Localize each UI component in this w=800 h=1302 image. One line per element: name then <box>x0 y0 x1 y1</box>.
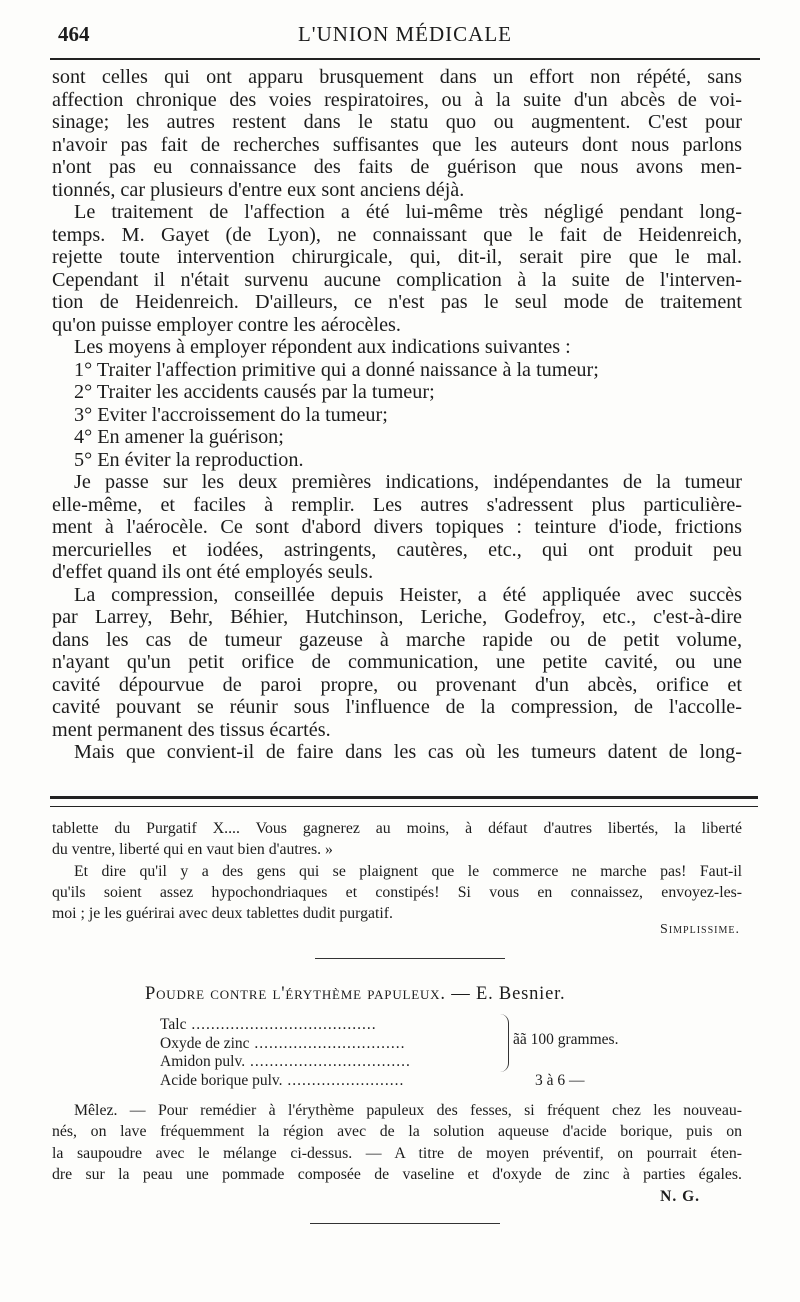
ingredient-leader: ...................................... <box>186 1016 377 1033</box>
body-line: Le traitement de l'affection a été lui-même très négligé pendant long- <box>74 201 742 223</box>
section-double-rule <box>50 796 758 807</box>
header-rule <box>50 58 760 60</box>
body-line: Cependant il n'était survenu aucune complication à la suite de l'interven- <box>52 268 742 291</box>
recipe-dash: — <box>451 984 471 1004</box>
note-line: moi ; je les guérirai avec deux tablettes dudit purgatif. <box>52 905 393 923</box>
feuilleton-note <box>52 818 742 924</box>
note-signature: Simplissime. <box>660 922 740 937</box>
recipe-directions <box>52 1100 742 1185</box>
running-head <box>50 20 760 50</box>
separator-rule <box>315 958 505 959</box>
body-line: dans les cas de tumeur gazeuse à marche rapide ou de petit volume, <box>52 628 742 651</box>
recipe-name: Poudre contre l'érythème papuleux. <box>145 984 446 1004</box>
directions-line: Mêlez. — Pour remédier à l'érythème papuleux des fesses, si fréquent chez les nouveau- <box>74 1102 742 1119</box>
body-line: tion de Heidenreich. D'ailleurs, ce n'est pas le seul mode de traitement <box>52 291 742 313</box>
ingredient-name: Amidon pulv. <box>160 1053 246 1070</box>
body-line: qu'on puisse employer contre les aérocèles. <box>52 313 401 336</box>
ingredient-row <box>160 1053 411 1071</box>
boric-quantity: 3 à 6 — <box>535 1072 585 1089</box>
ingredient-leader: ............................... <box>249 1035 406 1052</box>
page-number: 464 <box>58 22 90 46</box>
body-line: d'effet quand ils ont été employés seuls. <box>52 561 374 583</box>
note-line: Et dire qu'il y a des gens qui se plaignent que le commerce ne marche pas! Faut-il <box>74 862 742 880</box>
recipe-title <box>145 984 565 1005</box>
recipe-author: E. Besnier. <box>475 984 566 1004</box>
body-line: n'ayant qu'un petit orifice de communication, une petite cavité, ou une <box>52 651 742 673</box>
body-line: ment à l'aérocèle. Ce sont d'abord divers topiques : teinture d'iode, frictions <box>52 516 742 538</box>
body-line: Les moyens à employer répondent aux indications suivantes : <box>74 336 571 358</box>
note-line: du ventre, liberté qui en vaut bien d'autres. » <box>52 841 333 859</box>
body-line: ment permanent des tissus écartés. <box>52 718 331 741</box>
directions-line: nés, on lave fréquemment la région avec de la solution aqueuse d'acide borique, puis on <box>52 1123 742 1141</box>
ingredient-row <box>160 1035 406 1053</box>
grouping-brace <box>500 1014 509 1072</box>
body-line: cavité pouvant se réunir sous l'influence de la compression, de l'accolle- <box>52 696 742 718</box>
body-line: sinage; les autres restent dans le statu quo ou augmentent. C'est pour <box>52 111 742 133</box>
ingredient-name: Oxyde de zinc <box>160 1035 250 1052</box>
ingredient-row <box>160 1072 404 1090</box>
directions-line: dre sur la peau une pommade composée de vaseline et d'oxyde de zinc à parties égales. <box>52 1165 742 1183</box>
body-line: Mais que convient-il de faire dans les cas où les tumeurs datent de long- <box>74 741 742 763</box>
ingredient-name: Talc <box>160 1016 187 1033</box>
body-line: rejette toute intervention chirurgicale, qui, dit-il, serait pire que le mal. <box>52 246 742 268</box>
directions-line: la saupoudre avec le mélange ci-dessus. — A titre de moyen préventif, on pourrait éten- <box>52 1144 742 1162</box>
ingredient-leader: ........................ <box>282 1072 405 1089</box>
indication-item: 1° Traiter l'affection primitive qui a donné naissance à la tumeur; <box>74 358 599 381</box>
body-line: mercurielles et iodées, astringents, cautères, etc., qui ont produit peu <box>52 538 742 561</box>
body-line: n'ont pas eu connaissance des faits de guérison que nous avons men- <box>52 156 742 178</box>
body-line: par Larrey, Behr, Béhier, Hutchinson, Leriche, Godefroy, etc., c'est-à-dire <box>52 606 742 628</box>
note-line: tablette du Purgatif X.... Vous gagnerez au moins, à défaut d'autres libertés, la liberté <box>52 820 742 837</box>
ingredient-row <box>160 1016 377 1034</box>
ingredient-name: Acide borique pulv. <box>160 1072 283 1089</box>
indication-item: 2° Traiter les accidents causés par la tumeur; <box>74 381 435 403</box>
bottom-rule <box>310 1223 500 1224</box>
body-line: temps. M. Gayet (de Lyon), ne connaissant que le fait de Heidenreich, <box>52 223 742 246</box>
body-line: affection chronique des voies respiratoires, ou à la suite d'un abcès de voi- <box>52 88 742 111</box>
indication-item: 5° En éviter la reproduction. <box>74 448 304 471</box>
indication-item: 3° Eviter l'accroissement do la tumeur; <box>74 403 388 426</box>
article-body <box>52 66 742 764</box>
note-line: qu'ils soient assez hypochondriaques et constipés! Si vous en connaissez, envoyez-les- <box>52 883 742 901</box>
body-line: sont celles qui ont apparu brusquement dans un effort non répété, sans <box>52 66 742 88</box>
body-line: n'avoir pas fait de recherches suffisantes que les auteurs dont nous parlons <box>52 133 742 156</box>
body-line: tionnés, car plusieurs d'entre eux sont anciens déjà. <box>52 178 465 201</box>
body-line: Je passe sur les deux premières indications, indépendantes de la tumeur <box>74 471 742 493</box>
body-line: elle-même, et faciles à remplir. Les autres s'adressent plus particulière- <box>52 493 742 516</box>
ingredient-leader: ................................. <box>245 1053 411 1070</box>
journal-title: L'UNION MÉDICALE <box>297 22 512 46</box>
body-line: cavité dépourvue de paroi propre, ou provenant d'un abcès, orifice et <box>52 673 742 696</box>
body-line: La compression, conseillée depuis Heister, a été appliquée avec succès <box>74 583 742 606</box>
recipe-initials: N. G. <box>660 1188 700 1205</box>
shared-quantity: ãã 100 grammes. <box>513 1031 619 1048</box>
indication-item: 4° En amener la guérison; <box>74 426 284 448</box>
